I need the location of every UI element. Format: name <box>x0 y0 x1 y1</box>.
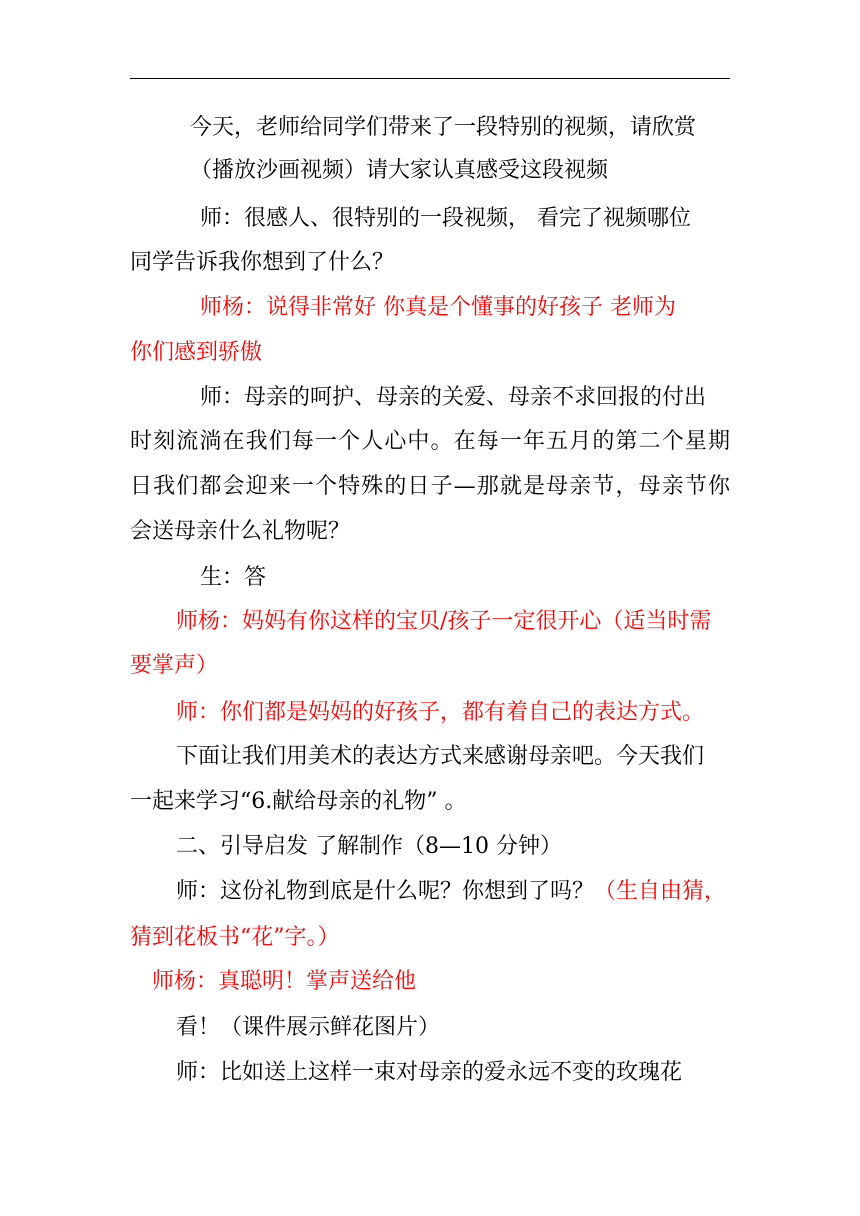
paragraph-line: 一起来学习“6.献给母亲的礼物” 。 <box>130 789 467 814</box>
paragraph-line: 时刻流淌在我们每一个人心中。在每一年五月的第二个星期 <box>130 429 730 454</box>
teacher-remark-line: 师杨：说得非常好 你真是个懂事的好孩子 老师为 <box>200 295 676 320</box>
paragraph-line: 师：很感人、很特别的一段视频， 看完了视频哪位 <box>200 206 691 231</box>
student-guess-text: （生自由猜， <box>594 879 727 904</box>
student-answer-line: 生：答 <box>200 565 267 590</box>
paragraph-line: 师：比如送上这样一束对母亲的爱永远不变的玫瑰花 <box>176 1060 683 1085</box>
teacher-remark-line: 师杨：妈妈有你这样的宝贝/孩子一定很开心（适当时需 <box>176 609 712 634</box>
teacher-remark-line: 你们感到骄傲 <box>130 340 263 365</box>
teacher-remark-line: 师杨：真聪明！掌声送给他 <box>152 969 417 994</box>
paragraph-line: （播放沙画视频）请大家认真感受这段视频 <box>190 158 609 183</box>
teacher-remark-line: 猜到花板书“花”字。） <box>130 925 340 950</box>
paragraph-line: 同学告诉我你想到了什么？ <box>130 250 395 275</box>
paragraph-line <box>176 877 726 907</box>
paragraph-line: 日我们都会迎来一个特殊的日子—那就是母亲节，母亲节你 <box>130 474 730 499</box>
paragraph-line: 看！（课件展示鲜花图片） <box>176 1015 441 1040</box>
header-rule <box>130 78 730 79</box>
paragraph-line: 会送母亲什么礼物呢？ <box>130 519 351 544</box>
teacher-remark-line: 要掌声） <box>130 653 219 678</box>
section-heading: 二、引导启发 了解制作（8—10 分钟） <box>176 834 562 859</box>
paragraph-line: 今天，老师给同学们带来了一段特别的视频，请欣赏 <box>190 115 697 140</box>
teacher-question-text: 师：这份礼物到底是什么呢？你想到了吗？ <box>176 879 595 904</box>
paragraph-line: 下面让我们用美术的表达方式来感谢母亲吧。今天我们 <box>176 744 705 769</box>
paragraph-line: 师：母亲的呵护、母亲的关爱、母亲不求回报的付出 <box>200 385 707 410</box>
teacher-remark-line: 师：你们都是妈妈的好孩子，都有着自己的表达方式。 <box>176 700 705 725</box>
